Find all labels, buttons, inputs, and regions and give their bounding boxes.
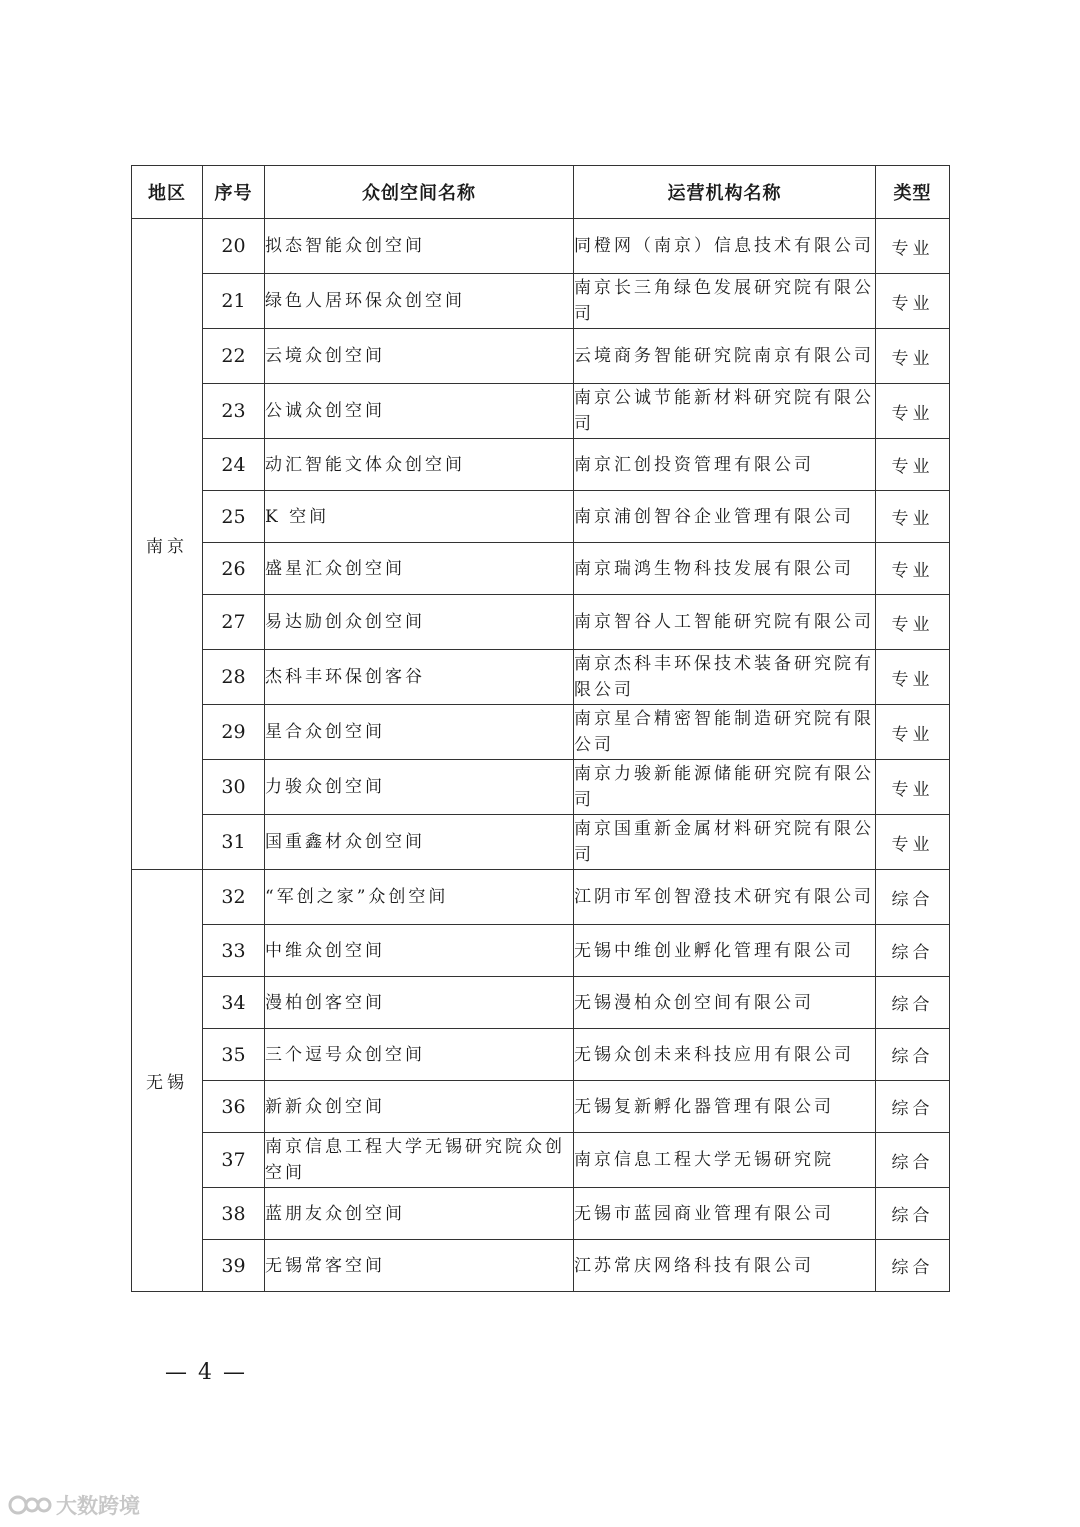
region-cell: 无锡 — [132, 870, 203, 1292]
table-row — [132, 1081, 950, 1133]
space-name-cell: 公诚众创空间 — [265, 384, 574, 439]
number-cell: 29 — [203, 705, 265, 760]
space-name-cell: 星合众创空间 — [265, 705, 574, 760]
table-row — [132, 1133, 950, 1188]
type-cell: 专业 — [876, 329, 950, 384]
operator-name-cell: 南京浦创智谷企业管理有限公司 — [574, 491, 876, 543]
operator-name-cell: 无锡中维创业孵化管理有限公司 — [574, 925, 876, 977]
operator-name-cell: 无锡市蓝园商业管理有限公司 — [574, 1188, 876, 1240]
operator-name-cell: 南京长三角绿色发展研究院有限公司 — [574, 274, 876, 329]
number-cell: 37 — [203, 1133, 265, 1188]
operator-name-cell: 南京国重新金属材料研究院有限公司 — [574, 815, 876, 870]
type-cell: 综合 — [876, 1029, 950, 1081]
operator-name-cell: 云境商务智能研究院南京有限公司 — [574, 329, 876, 384]
table-row — [132, 705, 950, 760]
space-name-cell: 中维众创空间 — [265, 925, 574, 977]
type-cell: 专业 — [876, 384, 950, 439]
space-name-cell: K 空间 — [265, 491, 574, 543]
type-cell: 综合 — [876, 977, 950, 1029]
table-row — [132, 760, 950, 815]
type-cell: 综合 — [876, 925, 950, 977]
operator-name-cell: 江阴市军创智澄技术研究有限公司 — [574, 870, 876, 925]
number-cell: 38 — [203, 1188, 265, 1240]
space-name-cell: 漫柏创客空间 — [265, 977, 574, 1029]
table-row — [132, 219, 950, 274]
header-space-name: 众创空间名称 — [265, 166, 574, 219]
type-cell: 综合 — [876, 1188, 950, 1240]
operator-name-cell: 南京杰科丰环保技术装备研究院有限公司 — [574, 650, 876, 705]
space-name-cell: 无锡常客空间 — [265, 1240, 574, 1292]
number-cell: 36 — [203, 1081, 265, 1133]
header-region: 地区 — [132, 166, 203, 219]
space-name-cell: 云境众创空间 — [265, 329, 574, 384]
spaces-table — [131, 165, 950, 1292]
watermark-logo-icon — [8, 1493, 52, 1517]
space-name-cell: 动汇智能文体众创空间 — [265, 439, 574, 491]
space-name-cell: 蓝朋友众创空间 — [265, 1188, 574, 1240]
number-cell: 26 — [203, 543, 265, 595]
table-row — [132, 925, 950, 977]
table-body — [132, 219, 950, 1292]
type-cell: 专业 — [876, 595, 950, 650]
type-cell: 综合 — [876, 870, 950, 925]
table-row — [132, 595, 950, 650]
operator-name-cell: 无锡众创未来科技应用有限公司 — [574, 1029, 876, 1081]
type-cell: 专业 — [876, 491, 950, 543]
number-cell: 23 — [203, 384, 265, 439]
type-cell: 综合 — [876, 1081, 950, 1133]
region-cell: 南京 — [132, 219, 203, 870]
operator-name-cell: 南京汇创投资管理有限公司 — [574, 439, 876, 491]
type-cell: 专业 — [876, 815, 950, 870]
space-name-cell: 拟态智能众创空间 — [265, 219, 574, 274]
table-row — [132, 815, 950, 870]
operator-name-cell: 南京星合精密智能制造研究院有限公司 — [574, 705, 876, 760]
number-cell: 25 — [203, 491, 265, 543]
space-name-cell: 力骏众创空间 — [265, 760, 574, 815]
number-cell: 24 — [203, 439, 265, 491]
space-name-cell: “军创之家”众创空间 — [265, 870, 574, 925]
space-name-cell: 绿色人居环保众创空间 — [265, 274, 574, 329]
space-name-cell: 南京信息工程大学无锡研究院众创空间 — [265, 1133, 574, 1188]
table-row — [132, 329, 950, 384]
operator-name-cell: 南京公诚节能新材料研究院有限公司 — [574, 384, 876, 439]
watermark-text: 大数跨境 — [56, 1494, 140, 1518]
watermark — [8, 1490, 140, 1520]
number-cell: 32 — [203, 870, 265, 925]
table-row — [132, 650, 950, 705]
space-name-cell: 国重鑫材众创空间 — [265, 815, 574, 870]
table-row — [132, 1240, 950, 1292]
operator-name-cell: 南京瑞鸿生物科技发展有限公司 — [574, 543, 876, 595]
header-type: 类型 — [876, 166, 950, 219]
operator-name-cell: 无锡漫柏众创空间有限公司 — [574, 977, 876, 1029]
space-name-cell: 盛星汇众创空间 — [265, 543, 574, 595]
number-cell: 30 — [203, 760, 265, 815]
table-row — [132, 1029, 950, 1081]
operator-name-cell: 同橙网（南京）信息技术有限公司 — [574, 219, 876, 274]
space-name-cell: 三个逗号众创空间 — [265, 1029, 574, 1081]
space-name-cell: 杰科丰环保创客谷 — [265, 650, 574, 705]
page-number: — 4 — — [165, 1360, 247, 1385]
number-cell: 22 — [203, 329, 265, 384]
number-cell: 31 — [203, 815, 265, 870]
table-row — [132, 384, 950, 439]
type-cell: 综合 — [876, 1133, 950, 1188]
space-name-cell: 易达励创众创空间 — [265, 595, 574, 650]
number-cell: 27 — [203, 595, 265, 650]
operator-name-cell: 无锡复新孵化器管理有限公司 — [574, 1081, 876, 1133]
operator-name-cell: 南京智谷人工智能研究院有限公司 — [574, 595, 876, 650]
space-name-cell: 新新众创空间 — [265, 1081, 574, 1133]
number-cell: 28 — [203, 650, 265, 705]
number-cell: 21 — [203, 274, 265, 329]
number-cell: 20 — [203, 219, 265, 274]
type-cell: 专业 — [876, 650, 950, 705]
table-row — [132, 1188, 950, 1240]
table-row — [132, 870, 950, 925]
number-cell: 33 — [203, 925, 265, 977]
number-cell: 39 — [203, 1240, 265, 1292]
table-row — [132, 543, 950, 595]
number-cell: 35 — [203, 1029, 265, 1081]
operator-name-cell: 南京信息工程大学无锡研究院 — [574, 1133, 876, 1188]
header-number: 序号 — [203, 166, 265, 219]
type-cell: 专业 — [876, 705, 950, 760]
type-cell: 专业 — [876, 543, 950, 595]
type-cell: 专业 — [876, 760, 950, 815]
operator-name-cell: 江苏常庆网络科技有限公司 — [574, 1240, 876, 1292]
type-cell: 专业 — [876, 219, 950, 274]
type-cell: 综合 — [876, 1240, 950, 1292]
header-row — [132, 166, 950, 219]
table-row — [132, 274, 950, 329]
type-cell: 专业 — [876, 439, 950, 491]
table-row — [132, 491, 950, 543]
number-cell: 34 — [203, 977, 265, 1029]
table-row — [132, 439, 950, 491]
operator-name-cell: 南京力骏新能源储能研究院有限公司 — [574, 760, 876, 815]
type-cell: 专业 — [876, 274, 950, 329]
table-row — [132, 977, 950, 1029]
header-operator-name: 运营机构名称 — [574, 166, 876, 219]
